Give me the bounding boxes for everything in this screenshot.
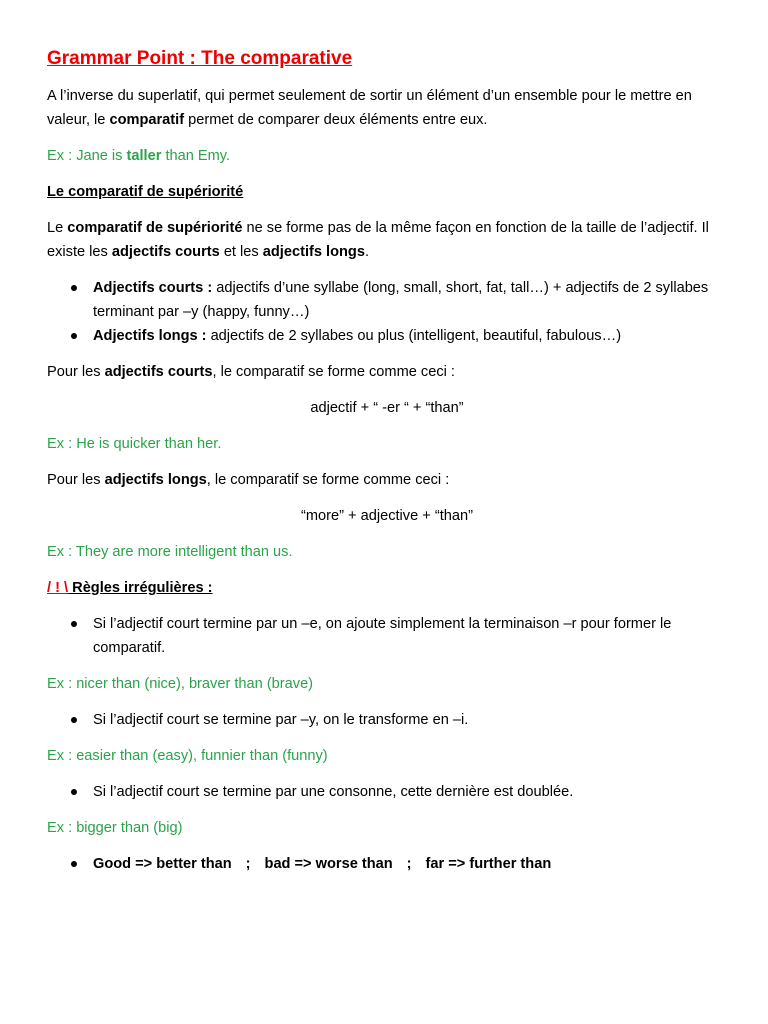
list-item-bold: Adjectifs courts : bbox=[93, 280, 213, 296]
text: Pour les bbox=[47, 364, 105, 380]
bullet-icon bbox=[71, 717, 77, 723]
section-heading-text: Règles irrégulières : bbox=[68, 580, 213, 596]
irregular-forms-list bbox=[47, 852, 727, 876]
intro-text: A l’inverse du superlatif, qui permet seulement de sortir un élément d’un ensemble pour le mettre en valeur, le bbox=[47, 88, 692, 128]
bold-text: adjectifs courts bbox=[104, 364, 213, 380]
irregular-good: Good => better than bbox=[93, 856, 232, 872]
example-quicker: Ex : He is quicker than her. bbox=[47, 436, 222, 452]
list-item bbox=[47, 276, 727, 324]
intro-text-end: permet de comparer deux éléments entre eux. bbox=[184, 112, 488, 128]
text: Le bbox=[47, 220, 68, 236]
list-item-bold: Adjectifs longs : bbox=[93, 328, 207, 344]
bullet-icon bbox=[71, 789, 77, 795]
example-easier: Ex : easier than (easy), funnier than (funny) bbox=[47, 748, 328, 764]
text: , le comparatif se forme comme ceci : bbox=[206, 472, 450, 488]
list-item bbox=[47, 780, 727, 804]
example-bold: taller bbox=[126, 148, 162, 164]
example-bigger: Ex : bigger than (big) bbox=[47, 820, 183, 836]
bullet-icon bbox=[71, 285, 77, 291]
example-post: than Emy. bbox=[161, 148, 231, 164]
example-more-intelligent: Ex : They are more intelligent than us. bbox=[47, 544, 293, 560]
example-nicer: Ex : nicer than (nice), braver than (brave) bbox=[47, 676, 314, 692]
list-item bbox=[47, 852, 727, 876]
example-taller bbox=[47, 144, 727, 168]
text: . bbox=[364, 244, 370, 260]
bold-text: adjectifs longs bbox=[262, 244, 365, 260]
bullet-icon bbox=[71, 861, 77, 867]
text: Pour les bbox=[47, 472, 105, 488]
list-item bbox=[47, 612, 727, 660]
section-heading-irregular bbox=[47, 576, 727, 600]
bold-text: comparatif de supériorité bbox=[67, 220, 243, 236]
text: et les bbox=[219, 244, 263, 260]
irregular-bad: bad => worse than bbox=[264, 856, 393, 872]
adjective-types-list bbox=[47, 276, 727, 348]
separator: ; bbox=[245, 856, 251, 872]
list-item-text: Si l’adjectif court se termine par –y, on le transforme en –i. bbox=[93, 712, 469, 728]
list-item-text: adjectifs de 2 syllabes ou plus (intelligent, beautiful, fabulous…) bbox=[206, 328, 622, 344]
list-item-text: Si l’adjectif court termine par un –e, on ajoute simplement la terminaison –r pour former le comparatif. bbox=[93, 616, 672, 656]
bullet-icon bbox=[71, 621, 77, 627]
separator: ; bbox=[406, 856, 412, 872]
section-heading-superiority bbox=[47, 180, 727, 204]
list-item bbox=[47, 708, 727, 732]
superiority-paragraph bbox=[47, 216, 727, 264]
intro-bold: comparatif bbox=[109, 112, 185, 128]
bold-text: adjectifs courts bbox=[111, 244, 220, 260]
irregular-far: far => further than bbox=[425, 856, 552, 872]
section-heading-text: Le comparatif de supériorité bbox=[47, 184, 244, 200]
rule-e-list bbox=[47, 612, 727, 660]
text: , le comparatif se forme comme ceci : bbox=[212, 364, 455, 380]
list-item bbox=[47, 324, 727, 348]
rule-consonant-list bbox=[47, 780, 727, 804]
bold-text: adjectifs longs bbox=[104, 472, 207, 488]
short-adjectives-paragraph bbox=[47, 360, 727, 384]
list-item-text: Si l’adjectif court se termine par une consonne, cette dernière est doublée. bbox=[93, 784, 574, 800]
rule-y-list bbox=[47, 708, 727, 732]
long-adjectives-paragraph bbox=[47, 468, 727, 492]
warning-icon: / ! \ bbox=[47, 580, 69, 596]
list-item-text: adjectifs d’une syllabe (long, small, short, fat, tall…) + adjectifs de 2 syllabes terminant par –y (happy, funny…) bbox=[93, 280, 709, 320]
formula-long: “more” + adjective + “than” bbox=[301, 508, 473, 524]
formula-short: adjectif + “ -er “ + “than” bbox=[310, 400, 464, 416]
bullet-icon bbox=[71, 333, 77, 339]
page-title: Grammar Point : The comparative bbox=[47, 48, 353, 69]
document-page bbox=[47, 46, 727, 888]
text: ne se forme pas de la même façon en fonction de la taille de l’adjectif. Il existe les bbox=[47, 220, 709, 260]
intro-paragraph bbox=[47, 84, 727, 132]
example-pre: Ex : Jane is bbox=[47, 148, 127, 164]
